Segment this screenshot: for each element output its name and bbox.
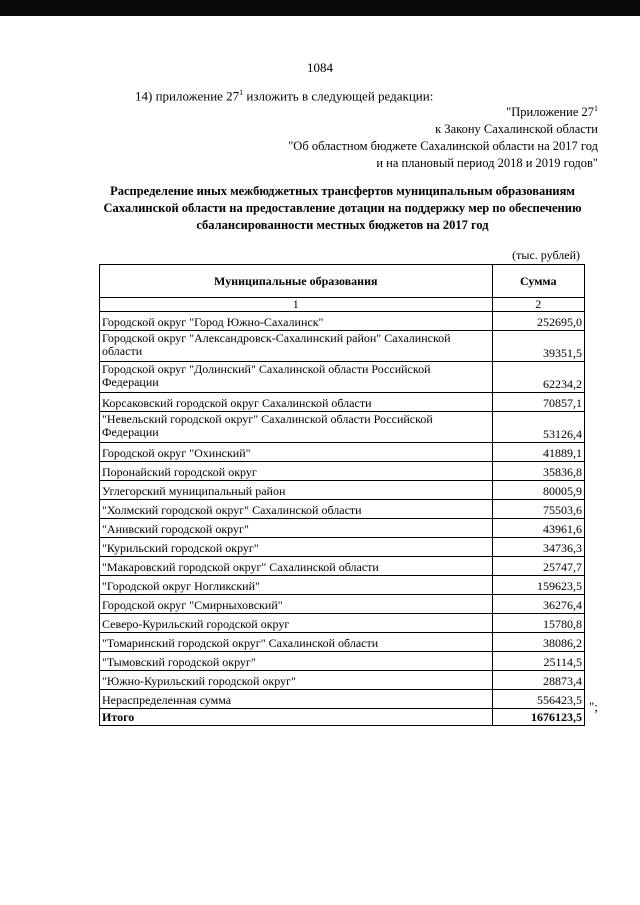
municipality-name: Городской округ "Охинский": [100, 443, 493, 462]
municipality-name: Городской округ "Долинский" Сахалинской области Российской Федерации: [100, 362, 493, 393]
municipality-name: Городской округ "Смирныховский": [100, 595, 493, 614]
table-row: [100, 519, 585, 538]
municipality-name: "Южно-Курильский городской округ": [100, 671, 493, 690]
transfer-sum: 43961,6: [492, 519, 584, 538]
appendix-line-2: к Закону Сахалинской области: [435, 122, 598, 137]
table-row: [100, 595, 585, 614]
table-row: [100, 331, 585, 362]
transfer-sum: 39351,5: [492, 331, 584, 362]
appendix-reference: [288, 100, 598, 172]
transfer-sum: 80005,9: [492, 481, 584, 500]
municipality-name: Городской округ "Город Южно-Сахалинск": [100, 312, 493, 331]
table-row: [100, 500, 585, 519]
transfer-sum: 25114,5: [492, 652, 584, 671]
appendix-title: "Приложение 27: [506, 105, 594, 120]
appendix-line-3: "Об областном бюджете Сахалинской области на 2017 год: [288, 139, 598, 154]
total-row: [100, 709, 585, 726]
transfer-sum: 15780,8: [492, 614, 584, 633]
intro-suffix: изложить в следующей редакции:: [243, 88, 434, 104]
transfer-sum: 556423,5: [492, 690, 584, 709]
transfer-sum: 70857,1: [492, 393, 584, 412]
municipality-name: Поронайский городской округ: [100, 462, 493, 481]
column-number-1: 1: [100, 298, 493, 312]
municipality-name: "Холмский городской округ" Сахалинской области: [100, 500, 493, 519]
table-row: [100, 393, 585, 412]
table-row: [100, 362, 585, 393]
transfer-sum: 159623,5: [492, 576, 584, 595]
municipality-name: "Курильский городской округ": [100, 538, 493, 557]
table-body: [100, 298, 585, 726]
transfer-sum: 28873,4: [492, 671, 584, 690]
municipality-name: "Томаринский городской округ" Сахалинской области: [100, 633, 493, 652]
table-row: [100, 671, 585, 690]
column-number-2: 2: [492, 298, 584, 312]
closing-quote-mark: ";: [589, 699, 598, 714]
table-row: [100, 557, 585, 576]
column-number-row: [100, 298, 585, 312]
table-row: [100, 412, 585, 443]
transfer-sum: 41889,1: [492, 443, 584, 462]
units-label: (тыс. рублей): [512, 248, 580, 262]
appendix-superscript: 1: [594, 104, 598, 113]
municipality-name: Корсаковский городской округ Сахалинской области: [100, 393, 493, 412]
table-row: [100, 312, 585, 331]
transfer-sum: 53126,4: [492, 412, 584, 443]
table-row: [100, 576, 585, 595]
municipality-name: Углегорский муниципальный район: [100, 481, 493, 500]
transfer-sum: 35836,8: [492, 462, 584, 481]
transfer-sum: 25747,7: [492, 557, 584, 576]
municipality-name: "Невельский городской округ" Сахалинской области Российской Федерации: [100, 412, 493, 443]
total-label: Итого: [100, 709, 493, 726]
municipality-name: Городской округ "Александровск-Сахалинский район" Сахалинской области: [100, 331, 493, 362]
table-row: [100, 462, 585, 481]
municipality-name: "Анивский городской округ": [100, 519, 493, 538]
intro-prefix: 14) приложение 27: [135, 88, 240, 104]
table-row: [100, 538, 585, 557]
municipality-name: "Тымовский городской округ": [100, 652, 493, 671]
appendix-line-1: [288, 100, 598, 121]
table-row: [100, 614, 585, 633]
table-row: [100, 690, 585, 709]
intro-superscript: 1: [239, 88, 244, 97]
transfer-sum: 34736,3: [492, 538, 584, 557]
scan-top-border: [0, 0, 640, 16]
transfer-sum: 38086,2: [492, 633, 584, 652]
page-number: 1084: [307, 60, 333, 75]
header-municipality: Муниципальные образования: [100, 265, 493, 298]
transfer-sum: 252695,0: [492, 312, 584, 331]
municipality-name: "Городской округ Ногликский": [100, 576, 493, 595]
transfer-sum: 75503,6: [492, 500, 584, 519]
municipality-name: "Макаровский городской округ" Сахалинской области: [100, 557, 493, 576]
table-row: [100, 443, 585, 462]
header-sum: Сумма: [492, 265, 584, 298]
appendix-line-4: и на плановый период 2018 и 2019 годов": [376, 156, 598, 171]
table-row: [100, 481, 585, 500]
table-header-row: [100, 265, 585, 298]
transfer-sum: 36276,4: [492, 595, 584, 614]
municipality-name: Нераспределенная сумма: [100, 690, 493, 709]
municipality-name: Северо-Курильский городской округ: [100, 614, 493, 633]
distribution-table: [99, 264, 585, 726]
transfer-sum: 62234,2: [492, 362, 584, 393]
table-row: [100, 633, 585, 652]
table-row: [100, 652, 585, 671]
total-sum: 1676123,5: [492, 709, 584, 726]
document-heading: Распределение иных межбюджетных трансфертов муниципальным образованиям Сахалинской области на предоставление дотации на поддержку мер по обеспечению сбалансированности местных бюджетов на 2017 год: [103, 184, 582, 232]
